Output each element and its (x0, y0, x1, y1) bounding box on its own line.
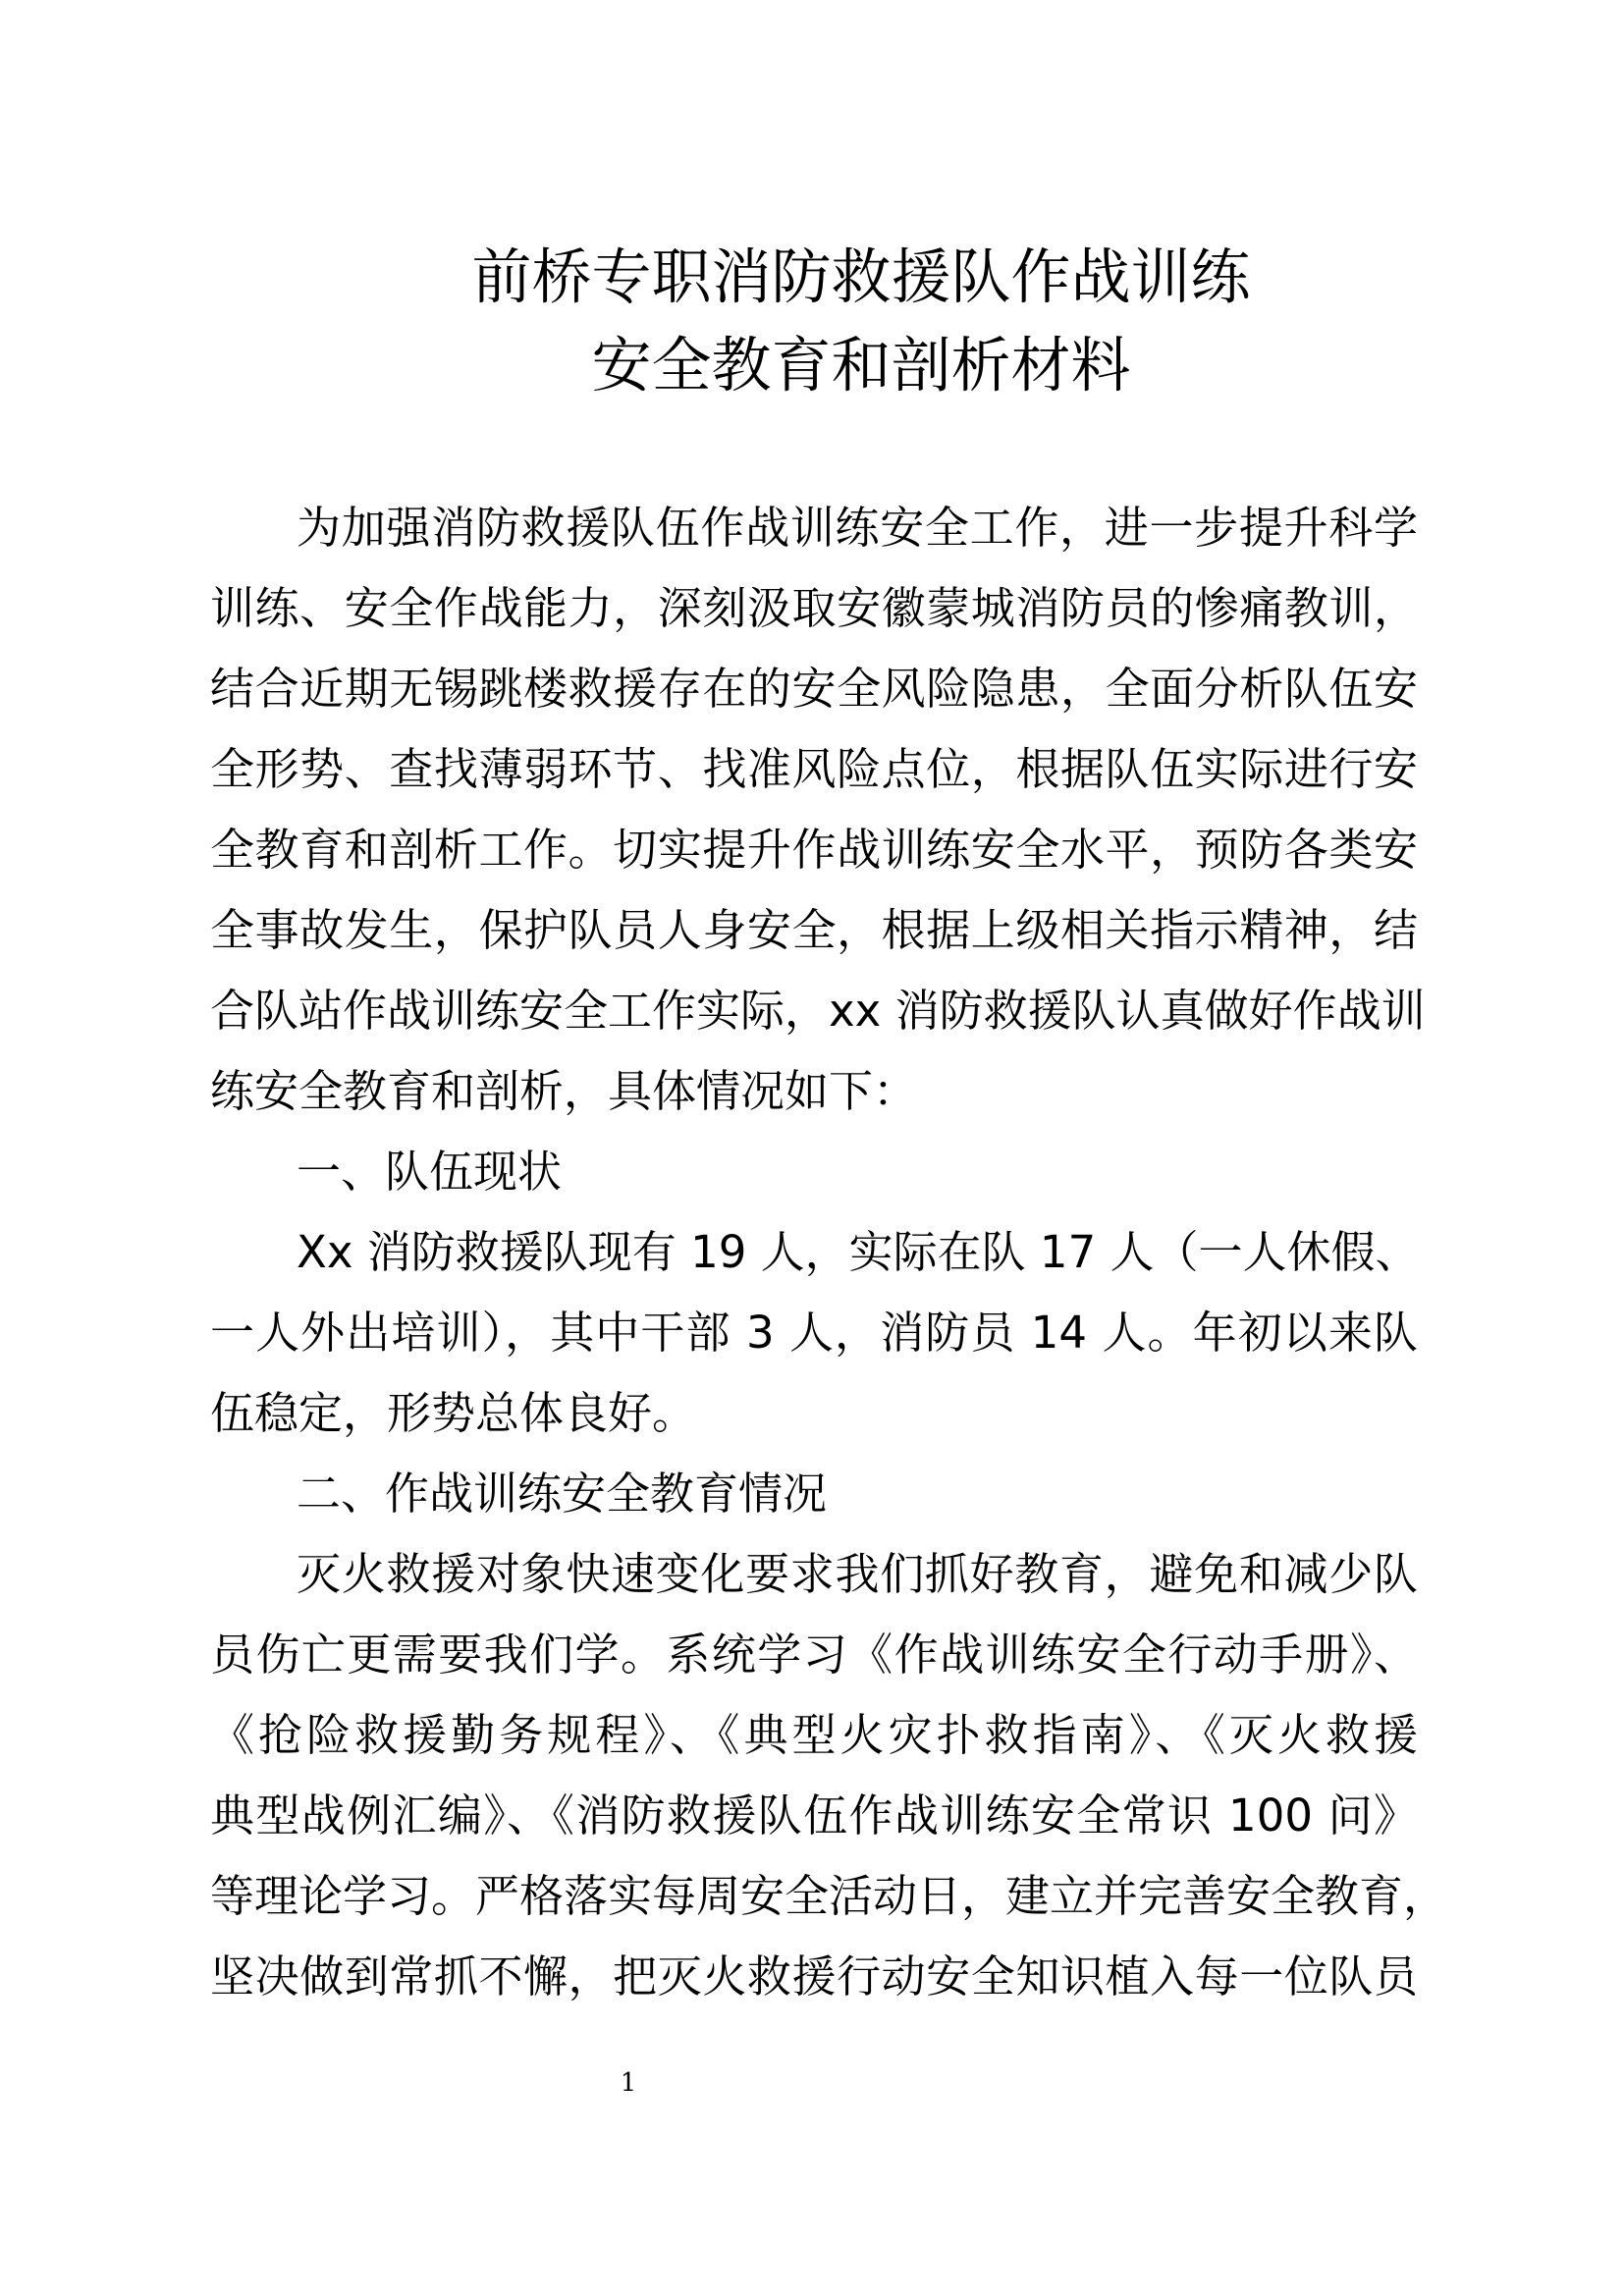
body-line: 伍稳定，形势总体良好。 (210, 1387, 697, 1439)
body-line: Xx 消防救援队现有 19 人，实际在队 17 人（一人休假、 (297, 1226, 1420, 1278)
body-line: 《抢险救援勤务规程》、《典型火灾扑救指南》、《灭火救援 (210, 1709, 1418, 1761)
body-line: 全教育和剖析工作。切实提升作战训练安全水平，预防各类安 (210, 824, 1418, 876)
body-line: 等理论学习。严格落实每周安全活动日，建立并完善安全教育， (210, 1870, 1448, 1922)
document-title-line-1: 前桥专职消防救援队作战训练 (471, 242, 1251, 312)
body-line: 典型战例汇编》、《消防救援队伍作战训练安全常识 100 问》 (210, 1789, 1418, 1842)
body-line: 练安全教育和剖析，具体情况如下： (210, 1065, 918, 1117)
body-line: 坚决做到常抓不懈，把灭火救援行动安全知识植入每一位队员 (210, 1950, 1418, 2002)
document-title-line-2: 安全教育和剖析材料 (591, 331, 1131, 400)
body-line: 灭火救援对象快速变化要求我们抓好教育，避免和减少队 (297, 1548, 1418, 1600)
body-line: 一人外出培训），其中干部 3 人，消防员 14 人。年初以来队 (210, 1307, 1418, 1359)
section-heading: 一、队伍现状 (297, 1146, 563, 1198)
body-line: 合队站作战训练安全工作实际，xx 消防救援队认真做好作战训 (210, 985, 1426, 1037)
body-line: 全事故发生，保护队员人身安全，根据上级相关指示精神，结 (210, 904, 1418, 956)
body-line: 结合近期无锡跳楼救援存在的安全风险隐患，全面分析队伍安 (210, 663, 1418, 715)
body-line: 为加强消防救援队伍作战训练安全工作，进一步提升科学 (297, 502, 1418, 554)
body-line: 全形势、查找薄弱环节、找准风险点位，根据队伍实际进行安 (210, 743, 1418, 795)
section-heading: 二、作战训练安全教育情况 (297, 1468, 828, 1520)
page-number: 1 (620, 2068, 637, 2098)
body-line: 员伤亡更需要我们学。系统学习《作战训练安全行动手册》、 (210, 1629, 1418, 1681)
body-line: 训练、安全作战能力，深刻汲取安徽蒙城消防员的惨痛教训， (210, 582, 1418, 634)
